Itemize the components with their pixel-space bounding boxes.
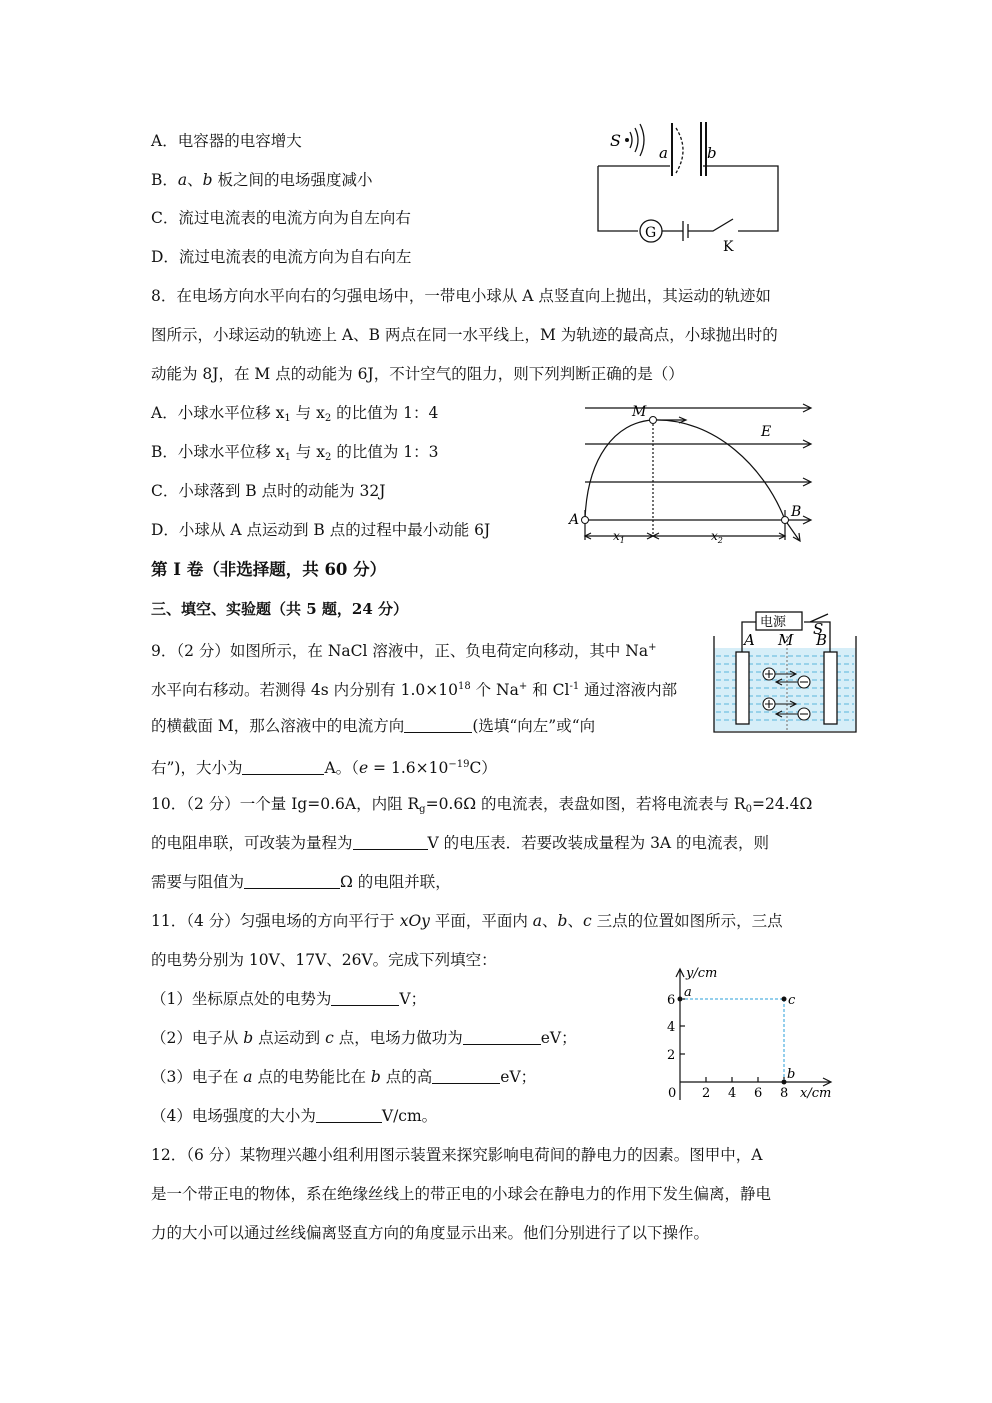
q9-text-line-2: 水平向右移动。若测得 4s 内分别有 $1.0\times 10^{18}$ 个 Na+ 和 $Cl^{-1}$ 通过溶液内部 — [151, 681, 678, 699]
label-e: E — [761, 424, 772, 440]
q11-text-line-2: 的电势分别为 10V、17V、26V。完成下列填空： — [151, 951, 497, 969]
label-galvanometer: G — [645, 225, 657, 241]
point-b — [782, 1080, 787, 1085]
q10-blank-resistance[interactable] — [244, 873, 340, 889]
q8-option-c: C．小球落到 B 点时的动能为 32J — [151, 482, 386, 500]
label-switch-s: S — [813, 620, 824, 638]
section-3-header: 三、填空、实验题（共 5 题，24 分） — [151, 600, 408, 618]
q11-blank-1[interactable] — [331, 990, 399, 1006]
y-axis-label: y/cm — [686, 966, 718, 981]
label-b: b — [787, 1067, 796, 1082]
label-electrode-a: A — [744, 631, 755, 649]
q9-text-line-4: 右”)，大小为 A。$(e = 1.6\times 10^{-19}C)$ — [151, 759, 497, 777]
q8-text-line-3: 动能为 8J，在 M 点的动能为 6J，不计空气的阻力，则下列判断正确的是（） — [151, 365, 684, 383]
q7-option-a: A．电容器的电容增大 — [151, 132, 302, 150]
label-section-m: M — [778, 631, 794, 649]
q7-option-d: D．流过电流表的电流方向为自右向左 — [151, 248, 412, 266]
q9-blank-current[interactable] — [242, 759, 324, 775]
label-switch-k: K — [723, 239, 734, 255]
x-axis-label: x/cm — [800, 1086, 832, 1101]
x-tick-2: 2 — [702, 1086, 711, 1101]
label-a: a — [684, 985, 692, 1000]
q8-option-a: A．小球水平位移 $x_1$ 与 $x_2$ 的比值为 1：4 — [151, 404, 439, 424]
q12-text-line-3: 力的大小可以通过丝线偏离竖直方向的角度显示出来。他们分别进行了以下操作。 — [151, 1224, 710, 1242]
label-plate-b: b — [707, 144, 717, 162]
label-m: M — [632, 404, 647, 420]
label-x1: $x_1$ — [613, 529, 625, 545]
x-tick-8: 8 — [780, 1086, 789, 1101]
q7-option-b: B．a、b 板之间的电场强度减小 — [151, 171, 373, 189]
x-tick-6: 6 — [754, 1086, 763, 1101]
q9-text-line-1: 9．（2 分）如图所示，在 NaCl 溶液中，正、负电荷定向移动，其中 Na+ — [151, 642, 657, 660]
q8-text-line-2: 图所示，小球运动的轨迹上 A、B 两点在同一水平线上，M 为轨迹的最高点，小球抛出时的 — [151, 326, 778, 344]
y-tick-4: 4 — [667, 1020, 676, 1035]
q11-blank-4[interactable] — [316, 1107, 382, 1123]
label-power-source: 电源 — [760, 615, 787, 630]
label-plate-a: a — [659, 144, 668, 162]
label-x2: $x_2$ — [711, 529, 723, 545]
q11-text-line-1: 11．（4 分）匀强电场的方向平行于 xOy 平面，平面内 a、b、c 三点的位置如图所示，三点 — [151, 912, 783, 930]
label-s: S — [610, 131, 621, 150]
q9-electrolysis-diagram — [712, 608, 860, 736]
q8-trajectory-diagram — [565, 398, 815, 548]
x-tick-4: 4 — [728, 1086, 737, 1101]
q10-text-line-2: 的电阻串联，可改装为量程为 V 的电压表．若要改装成量程为 3A 的电流表，则 — [151, 834, 770, 852]
q11-sub-3: （3）电子在 a 点的电势能比在 b 点的高 eV； — [151, 1068, 537, 1086]
q11-sub-2: （2）电子从 b 点运动到 c 点，电场力做功为 eV； — [151, 1029, 577, 1047]
section-2-header: 第 I 卷（非选择题，共 60 分） — [151, 560, 387, 579]
y-tick-2: 2 — [667, 1048, 676, 1063]
label-electrode-b: B — [816, 631, 828, 649]
q10-text-line-1: 10．（2 分）一个量 Ig=0.6A，内阻 $R_g=0.6\Omega$ 的电流表，表盘如图，若将电流表与 $R_0=24.4\Omega$ — [151, 795, 813, 815]
q12-text-line-2: 是一个带正电的物体，系在绝缘丝线上的带正电的小球会在静电力的作用下发生偏离，静电 — [151, 1185, 772, 1203]
q11-sub-4: （4）电场强度的大小为 V/cm。 — [151, 1107, 438, 1125]
q9-text-line-3: 的横截面 M，那么溶液中的电流方向 (选填“向左”或“向 — [151, 717, 596, 735]
y-tick-6: 6 — [667, 993, 676, 1008]
q8-text-line-1: 8．在电场方向水平向右的匀强电场中，一带电小球从 A 点竖直向上抛出，其运动的轨迹如 — [151, 287, 771, 305]
q8-option-d: D．小球从 A 点运动到 B 点的过程中最小动能 6J — [151, 521, 491, 539]
q11-blank-3[interactable] — [432, 1068, 500, 1084]
label-a: A — [569, 512, 580, 528]
label-c: c — [788, 993, 796, 1008]
q11-sub-1: （1）坐标原点处的电势为 V； — [151, 990, 427, 1008]
q7-capacitor-circuit-diagram — [598, 118, 788, 258]
point-a — [678, 997, 683, 1002]
q12-text-line-1: 12．（6 分）某物理兴趣小组利用图示装置来探究影响电荷间的静电力的因素。图甲中，A — [151, 1146, 763, 1164]
origin-label: 0 — [668, 1086, 677, 1101]
q10-blank-voltage-range[interactable] — [353, 834, 428, 850]
q11-blank-2[interactable] — [463, 1029, 541, 1045]
q9-blank-direction[interactable] — [404, 717, 472, 733]
label-b: B — [791, 504, 802, 520]
q7-option-c: C．流过电流表的电流方向为自左向右 — [151, 209, 411, 227]
q8-option-b: B．小球水平位移 $x_1$ 与 $x_2$ 的比值为 1：3 — [151, 443, 439, 463]
q10-text-line-3: 需要与阻值为 Ω 的电阻并联， — [151, 873, 451, 891]
q11-coordinate-diagram — [660, 964, 835, 1104]
point-c — [782, 997, 787, 1002]
